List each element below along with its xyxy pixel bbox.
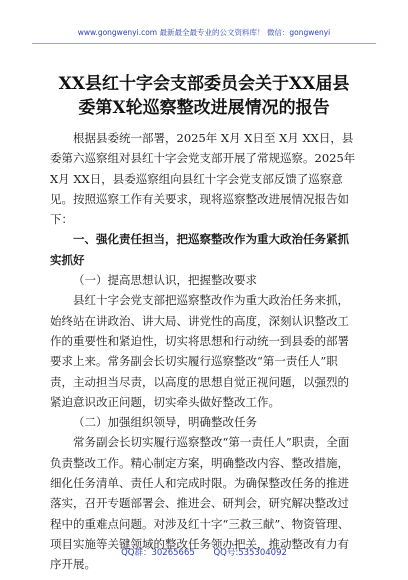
page-footer [0,546,408,558]
footer-qq-number: QQ号:535304092 [213,548,287,558]
title-line-1: XX县红十字会支部委员会关于XX届县 [58,74,350,94]
section-heading-1: 一、强化责任担当，把巡察整改作为重大政治任务紧抓实抓好 [50,232,349,267]
document-body [50,128,358,575]
title-line-2: 委第X轮巡察整改进展情况的报告 [78,98,330,118]
document-title [40,72,368,120]
paragraph-2: 县红十字会党支部把巡察整改作为重大政治任务来抓，始终站在讲政治、讲大局、讲党性的高度，深刻认识整改工作的重要性和紧迫性，切实将思想和行动统一到县委的部署要求上来。常务副会长切实履行巡察整改“第一责任人”职责，主动担当尽责，以高度的思想自觉正视问题，以强烈的紧迫意识改正问题，切实牵头做好整改工作。 [50,293,349,409]
subsection-heading-2: （二）加强组织领导，明确整改任务 [73,415,257,430]
subsection-heading-1: （一）提高思想认识，把握整改要求 [73,273,257,288]
paragraph-3: 常务副会长切实履行巡察整改“第一责任人”职责，全面负责整改工作。精心制定方案，明确整改内容、整改措施，细化任务清单、责任人和完成时限。为确保整改任务的推进落实，召开专题部署会、推进会、研判会，研究解决整改过程中的重难点问题。对涉及红十字“三救三献”、物资管理、项目实施等关键领域的整改任务领办把关，推动整改有力有序开展。 [50,435,350,572]
header-divider [32,43,376,44]
footer-qq-group: QQ群：30265665 [121,548,195,558]
site-header: www.gongwenyi.com 最新最全最专业的公文资料库！ 微信：gongwenyi [77,28,331,37]
intro-paragraph: 根据县委统一部署，2025年 X月 X日至 X月 XX日，县委第六巡察组对县红十字会党支部开展了常规巡察。2025年X月 XX日，县委巡察组向县红十字会党支部反馈了巡察意见。按照巡察工作有关要求，现将巡察整改进展情况报告如下： [50,131,356,227]
